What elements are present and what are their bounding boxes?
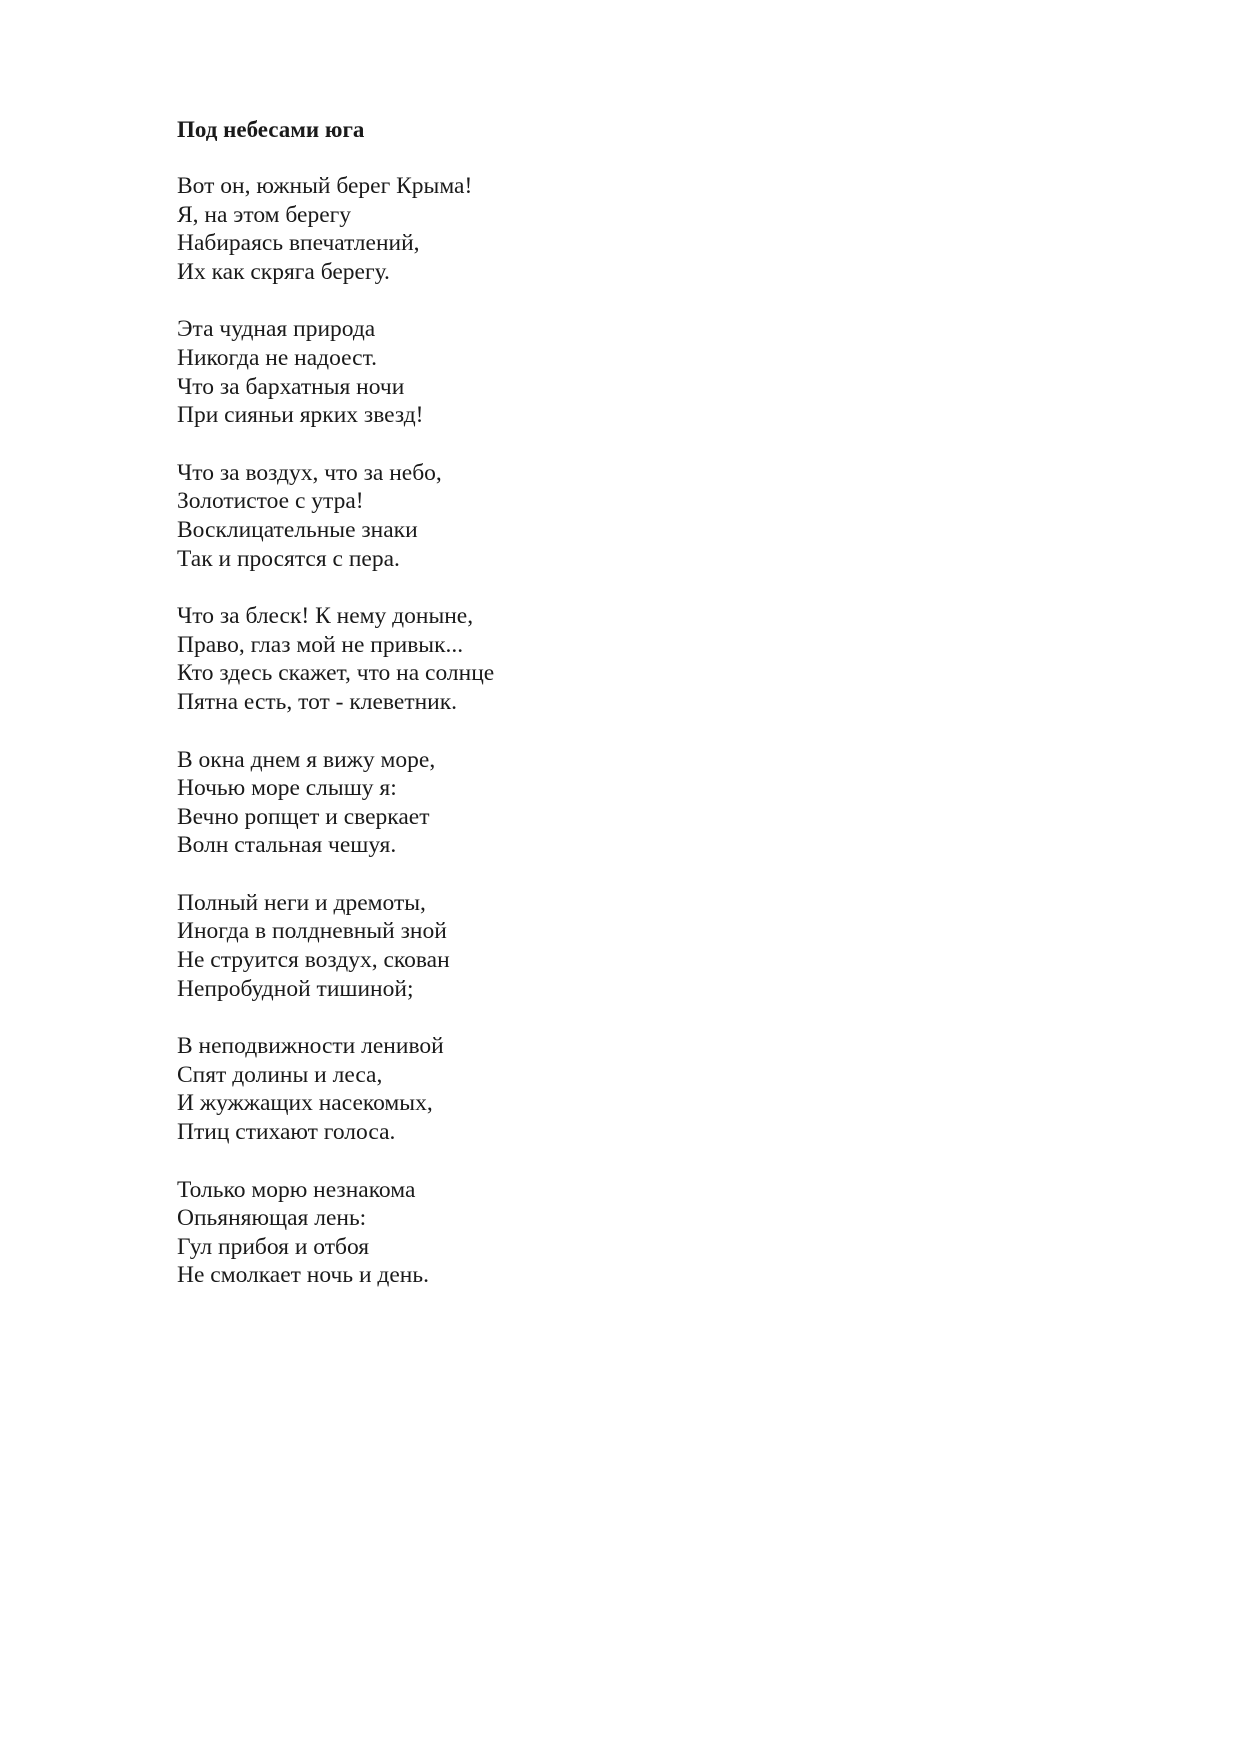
poem-line: Кто здесь скажет, что на солнце <box>177 660 495 687</box>
poem-line: В неподвижности ленивой <box>177 1033 444 1060</box>
poem-line: Право, глаз мой не привык... <box>177 631 464 658</box>
poem-line: Волн стальная чешуя. <box>177 832 397 859</box>
stanza <box>177 889 1077 1003</box>
poem-line: В окна днем я вижу море, <box>177 746 436 773</box>
stanza <box>177 1176 1077 1290</box>
stanza <box>177 746 1077 860</box>
poem-stanzas <box>177 172 1077 1290</box>
poem-line: Набираясь впечатлений, <box>177 230 420 257</box>
poem-line: Пятна есть, тот - клеветник. <box>177 688 458 715</box>
stanza <box>177 459 1077 573</box>
poem-line: Эта чудная природа <box>177 316 376 343</box>
poem-line: Не смолкает ночь и день. <box>177 1262 429 1289</box>
poem-line: Ночью море слышу я: <box>177 775 397 802</box>
poem-line: Иногда в полдневный зной <box>177 918 447 945</box>
poem-line: Я, на этом берегу <box>177 201 352 228</box>
poem-line: Золотистое с утра! <box>177 488 364 515</box>
poem-line: И жужжащих насекомых, <box>177 1090 433 1117</box>
poem-line: Только морю незнакома <box>177 1176 416 1203</box>
stanza <box>177 602 1077 716</box>
poem-line: Спят долины и леса, <box>177 1061 383 1088</box>
poem-line: Восклицательные знаки <box>177 516 418 543</box>
stanza <box>177 1032 1077 1146</box>
poem-line: Непробудной тишиной; <box>177 975 414 1002</box>
poem <box>177 115 1077 1319</box>
stanza <box>177 172 1077 286</box>
poem-line: Что за блеск! К нему доныне, <box>177 603 474 630</box>
poem-line: Что за воздух, что за небо, <box>177 459 442 486</box>
poem-line: Что за бархатныя ночи <box>177 373 405 400</box>
poem-line: Вот он, южный берег Крыма! <box>177 173 473 199</box>
poem-line: Так и просятся с пера. <box>177 545 400 572</box>
poem-line: Опьяняющая лень: <box>177 1205 367 1232</box>
poem-line: Их как скряга берегу. <box>177 258 390 285</box>
poem-line: Вечно ропщет и сверкает <box>177 803 430 830</box>
poem-line: Полный неги и дремоты, <box>177 889 426 916</box>
poem-line: Никогда не надоест. <box>177 344 377 371</box>
poem-line: Гул прибоя и отбоя <box>177 1233 370 1260</box>
stanza <box>177 315 1077 429</box>
poem-title: Под небесами юга <box>177 117 365 142</box>
poem-line: При сияньи ярких звезд! <box>177 402 424 429</box>
poem-line: Не струится воздух, скован <box>177 947 450 974</box>
poem-line: Птиц стихают голоса. <box>177 1119 396 1146</box>
